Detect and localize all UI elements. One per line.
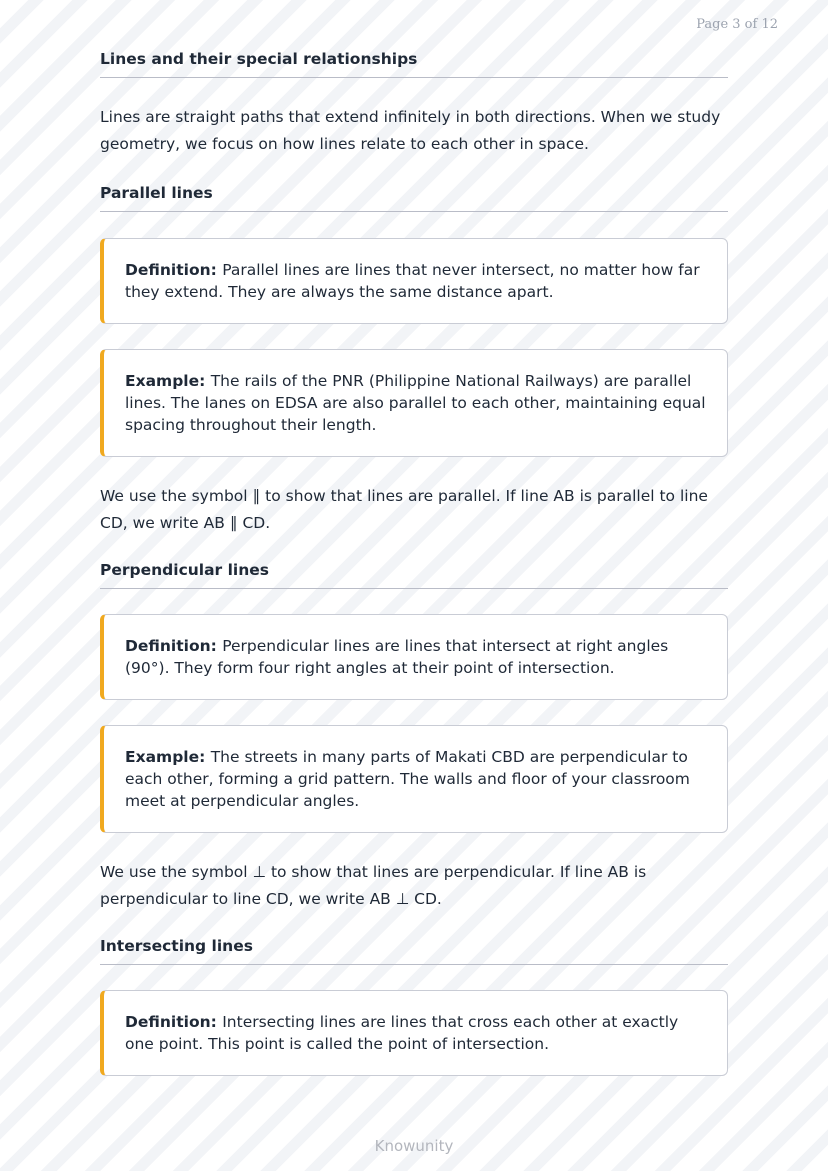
perpendicular-definition-callout bbox=[100, 614, 728, 700]
parallel-example-callout bbox=[100, 349, 728, 457]
example-text: The rails of the PNR (Philippine National Railways) are parallel lines. The lanes on EDSA are also parallel to each other, maintaining equal spacing throughout their length. bbox=[125, 372, 706, 434]
parallel-lines-heading: Parallel lines bbox=[100, 184, 728, 212]
definition-label: Definition: bbox=[125, 1013, 223, 1031]
definition-label: Definition: bbox=[125, 261, 223, 279]
example-text: The streets in many parts of Makati CBD are perpendicular to each other, forming a grid pattern. The walls and floor of your classroom meet at perpendicular angles. bbox=[125, 748, 690, 810]
parallel-symbol-paragraph: We use the symbol ∥ to show that lines are parallel. If line AB is parallel to line CD, we write AB ∥ CD. bbox=[100, 487, 708, 532]
intersecting-definition-callout bbox=[100, 990, 728, 1076]
page-number: Page 3 of 12 bbox=[696, 17, 778, 32]
definition-text: Perpendicular lines are lines that intersect at right angles (90°). They form four right angles at their point of intersection. bbox=[125, 637, 669, 677]
parallel-definition-callout bbox=[100, 238, 728, 324]
example-label: Example: bbox=[125, 748, 211, 766]
intro-paragraph: Lines are straight paths that extend infinitely in both directions. When we study geometry, we focus on how lines relate to each other in space. bbox=[100, 108, 721, 153]
definition-text: Intersecting lines are lines that cross each other at exactly one point. This point is called the point of intersection. bbox=[125, 1013, 679, 1053]
definition-text: Parallel lines are lines that never intersect, no matter how far they extend. They are always the same distance apart. bbox=[125, 261, 700, 301]
intersecting-lines-heading: Intersecting lines bbox=[100, 937, 728, 965]
perpendicular-lines-heading: Perpendicular lines bbox=[100, 561, 728, 589]
perpendicular-symbol-paragraph: We use the symbol ⊥ to show that lines are perpendicular. If line AB is perpendicular to line CD, we write AB ⊥ CD. bbox=[100, 863, 647, 908]
definition-label: Definition: bbox=[125, 637, 223, 655]
example-label: Example: bbox=[125, 372, 211, 390]
page-title: Lines and their special relationships bbox=[100, 50, 728, 78]
perpendicular-example-callout bbox=[100, 725, 728, 833]
footer-brand: Knowunity bbox=[374, 1137, 454, 1155]
page-content bbox=[100, 50, 728, 1076]
